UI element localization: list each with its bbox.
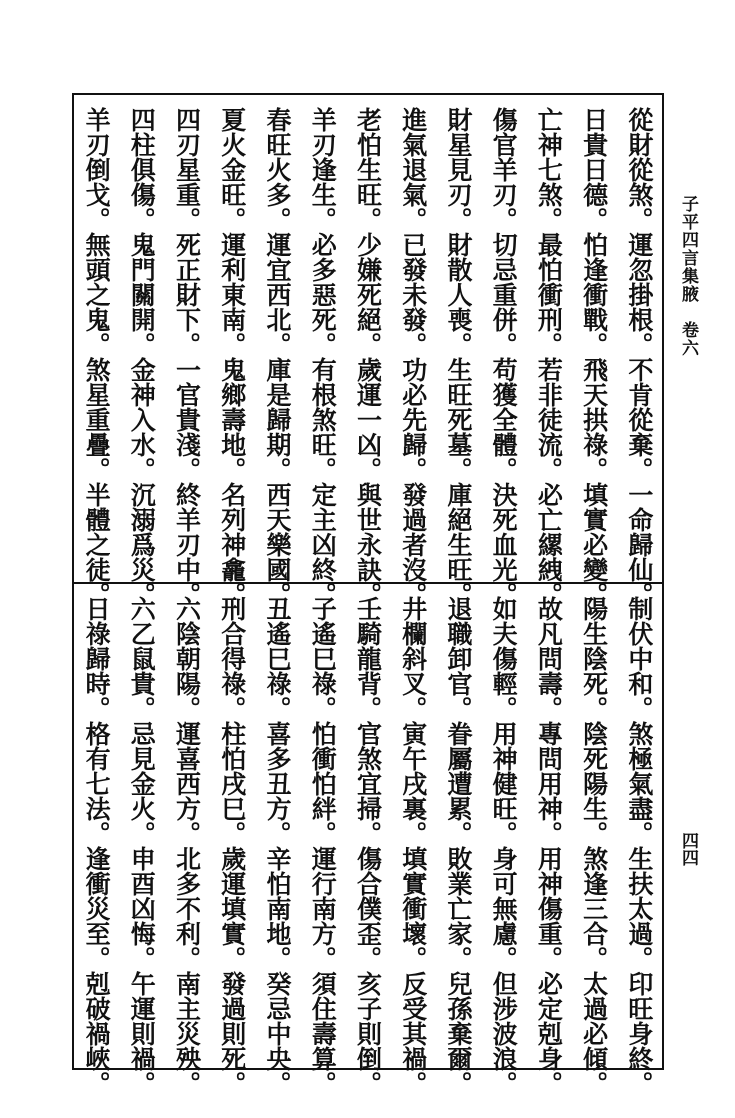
verse-phrase: 剋破禍峽。 bbox=[82, 970, 112, 1096]
verse-phrase: 陰死陽生。 bbox=[579, 720, 609, 846]
verse-phrase: 忌見金火。 bbox=[127, 720, 157, 846]
verse-phrase: 運行南方。 bbox=[308, 845, 338, 971]
text-column bbox=[74, 95, 119, 607]
verse-phrase: 運宜西北。 bbox=[263, 232, 292, 357]
verse-phrase: 怕衝怕絆。 bbox=[308, 720, 338, 846]
verse-phrase: 專問用神。 bbox=[534, 720, 564, 846]
verse-phrase: 如夫傷輕。 bbox=[489, 595, 519, 721]
text-frame bbox=[72, 93, 664, 1096]
text-column bbox=[345, 95, 390, 607]
verse-phrase: 陽生陰死。 bbox=[579, 595, 609, 721]
verse-phrase: 用神健旺。 bbox=[489, 720, 519, 846]
text-column bbox=[526, 584, 571, 1096]
verse-phrase: 亡神七煞。 bbox=[534, 107, 564, 232]
verse-phrase: 鬼鄉壽地。 bbox=[217, 357, 247, 482]
verse-phrase: 格有七法。 bbox=[82, 720, 112, 846]
verse-phrase: 財星見刃。 bbox=[443, 107, 473, 232]
verse-phrase: 官煞宜掃。 bbox=[353, 720, 383, 846]
verse-phrase: 一官貴淺。 bbox=[172, 357, 202, 482]
verse-phrase: 煞極氣盡。 bbox=[624, 720, 654, 846]
verse-phrase: 庫絕生旺。 bbox=[443, 482, 473, 607]
verse-phrase: 填實必變。 bbox=[579, 482, 609, 607]
verse-phrase: 壬騎龍背。 bbox=[353, 595, 383, 721]
verse-phrase: 運利東南。 bbox=[217, 232, 247, 357]
verse-phrase: 太過必傾。 bbox=[579, 970, 609, 1096]
text-column bbox=[572, 95, 617, 607]
text-column bbox=[572, 584, 617, 1096]
verse-phrase: 印旺身終。 bbox=[624, 970, 654, 1096]
verse-phrase: 鬼門關開。 bbox=[127, 232, 157, 357]
verse-phrase: 名列神龕。 bbox=[217, 482, 247, 607]
verse-phrase: 少嫌死絕。 bbox=[353, 232, 383, 357]
verse-phrase: 苟獲全體。 bbox=[489, 357, 519, 482]
verse-phrase: 進氣退氣。 bbox=[398, 107, 428, 232]
verse-phrase: 發過者沒。 bbox=[398, 482, 428, 607]
verse-phrase: 井欄斜叉。 bbox=[398, 595, 428, 721]
verse-phrase: 春旺火多。 bbox=[263, 107, 292, 232]
verse-phrase: 終羊刃中。 bbox=[172, 482, 202, 607]
text-column bbox=[164, 584, 209, 1096]
verse-phrase: 煞星重疊。 bbox=[82, 357, 112, 482]
verse-phrase: 必多惡死。 bbox=[308, 232, 338, 357]
verse-phrase: 沉溺爲災。 bbox=[127, 482, 157, 607]
text-column bbox=[481, 584, 526, 1096]
verse-phrase: 刑合得祿。 bbox=[217, 595, 247, 721]
verse-phrase: 若非徒流。 bbox=[534, 357, 564, 482]
verse-phrase: 生旺死墓。 bbox=[443, 357, 473, 482]
text-column bbox=[617, 584, 662, 1096]
verse-phrase: 兒孫棄爾。 bbox=[443, 970, 473, 1096]
text-column bbox=[481, 95, 526, 607]
verse-phrase: 喜多丑方。 bbox=[263, 720, 292, 846]
verse-phrase: 丑遙巳祿。 bbox=[263, 595, 292, 721]
verse-phrase: 煞逢三合。 bbox=[579, 845, 609, 971]
verse-phrase: 從財從煞。 bbox=[624, 107, 654, 232]
verse-phrase: 六乙鼠貴。 bbox=[127, 595, 157, 721]
verse-phrase: 已發未發。 bbox=[398, 232, 428, 357]
text-column bbox=[436, 95, 481, 607]
verse-phrase: 申酉凶悔。 bbox=[127, 845, 157, 971]
verse-phrase: 歲運一凶。 bbox=[353, 357, 383, 482]
verse-phrase: 故凡問壽。 bbox=[534, 595, 564, 721]
verse-phrase: 有根煞旺。 bbox=[308, 357, 338, 482]
verse-phrase: 北多不利。 bbox=[172, 845, 202, 971]
verse-phrase: 羊刃逢生。 bbox=[308, 107, 338, 232]
verse-phrase: 癸忌中央。 bbox=[263, 970, 292, 1096]
verse-phrase: 金神入水。 bbox=[127, 357, 157, 482]
verse-phrase: 身可無慮。 bbox=[489, 845, 519, 971]
verse-phrase: 但涉波浪。 bbox=[489, 970, 519, 1096]
verse-phrase: 羊刃倒戈。 bbox=[82, 107, 112, 232]
margin-title bbox=[676, 195, 701, 357]
verse-phrase: 決死血光。 bbox=[489, 482, 519, 607]
verse-phrase: 無頭之鬼。 bbox=[82, 232, 112, 357]
text-column bbox=[74, 584, 119, 1096]
text-column bbox=[119, 95, 164, 607]
verse-phrase: 午運則禍。 bbox=[127, 970, 157, 1096]
verse-phrase: 定主凶終。 bbox=[308, 482, 338, 607]
text-column bbox=[345, 584, 390, 1096]
page-number: 四四 bbox=[678, 832, 698, 866]
verse-phrase: 老怕生旺。 bbox=[353, 107, 383, 232]
verse-phrase: 一命歸仙。 bbox=[624, 482, 654, 607]
text-column bbox=[526, 95, 571, 607]
verse-phrase: 傷官羊刃。 bbox=[489, 107, 519, 232]
text-column bbox=[391, 95, 436, 607]
verse-phrase: 飛天拱祿。 bbox=[579, 357, 609, 482]
verse-phrase: 死正財下。 bbox=[172, 232, 202, 357]
text-column bbox=[300, 584, 345, 1096]
verse-phrase: 運忽掛根。 bbox=[624, 232, 654, 357]
text-column bbox=[617, 95, 662, 607]
verse-phrase: 最怕衝刑。 bbox=[534, 232, 564, 357]
verse-phrase: 切忌重併。 bbox=[489, 232, 519, 357]
text-column bbox=[210, 584, 255, 1096]
verse-phrase: 必定剋身。 bbox=[534, 970, 564, 1096]
verse-phrase: 生扶太過。 bbox=[624, 845, 654, 971]
verse-phrase: 六陰朝陽。 bbox=[172, 595, 202, 721]
text-column bbox=[255, 584, 300, 1096]
verse-phrase: 填實衝壞。 bbox=[398, 845, 428, 971]
text-column bbox=[210, 95, 255, 607]
text-column bbox=[300, 95, 345, 607]
verse-phrase: 寅午戌裏。 bbox=[398, 720, 428, 846]
verse-phrase: 發過則死。 bbox=[217, 970, 247, 1096]
verse-phrase: 南主災殃。 bbox=[172, 970, 202, 1096]
verse-phrase: 逢衝災至。 bbox=[82, 845, 112, 971]
book-title: 子平四言集腋 bbox=[678, 195, 698, 303]
volume-label: 卷六 bbox=[678, 321, 698, 357]
text-column bbox=[436, 584, 481, 1096]
verse-phrase: 怕逢衝戰。 bbox=[579, 232, 609, 357]
verse-phrase: 半體之徒。 bbox=[82, 482, 112, 607]
verse-phrase: 柱怕戌巳。 bbox=[217, 720, 247, 846]
text-block-top bbox=[74, 95, 662, 607]
verse-phrase: 子遙巳祿。 bbox=[308, 595, 338, 721]
verse-phrase: 夏火金旺。 bbox=[217, 107, 247, 232]
verse-phrase: 財散人喪。 bbox=[443, 232, 473, 357]
verse-phrase: 四柱俱傷。 bbox=[127, 107, 157, 232]
verse-phrase: 傷合僕歪。 bbox=[353, 845, 383, 971]
verse-phrase: 敗業亡家。 bbox=[443, 845, 473, 971]
verse-phrase: 辛怕南地。 bbox=[263, 845, 292, 971]
verse-phrase: 用神傷重。 bbox=[534, 845, 564, 971]
text-column bbox=[255, 95, 300, 607]
text-column bbox=[391, 584, 436, 1096]
verse-phrase: 庫是歸期。 bbox=[263, 357, 292, 482]
verse-phrase: 制伏中和。 bbox=[624, 595, 654, 721]
verse-phrase: 西天樂國。 bbox=[263, 482, 292, 607]
verse-phrase: 四刃星重。 bbox=[172, 107, 202, 232]
verse-phrase: 功必先歸。 bbox=[398, 357, 428, 482]
verse-phrase: 與世永訣。 bbox=[353, 482, 383, 607]
verse-phrase: 歲運填實。 bbox=[217, 845, 247, 971]
verse-phrase: 須住壽算。 bbox=[308, 970, 338, 1096]
text-column bbox=[164, 95, 209, 607]
text-column bbox=[119, 584, 164, 1096]
text-block-bottom bbox=[74, 582, 662, 1096]
verse-phrase: 眷屬遭累。 bbox=[443, 720, 473, 846]
verse-phrase: 必亡縲絏。 bbox=[534, 482, 564, 607]
verse-phrase: 日貴日德。 bbox=[579, 107, 609, 232]
verse-phrase: 亥子則倒。 bbox=[353, 970, 383, 1096]
verse-phrase: 日祿歸時。 bbox=[82, 595, 112, 721]
verse-phrase: 運喜西方。 bbox=[172, 720, 202, 846]
verse-phrase: 退職卸官。 bbox=[443, 595, 473, 721]
verse-phrase: 不肯從棄。 bbox=[624, 357, 654, 482]
verse-phrase: 反受其禍。 bbox=[398, 970, 428, 1096]
